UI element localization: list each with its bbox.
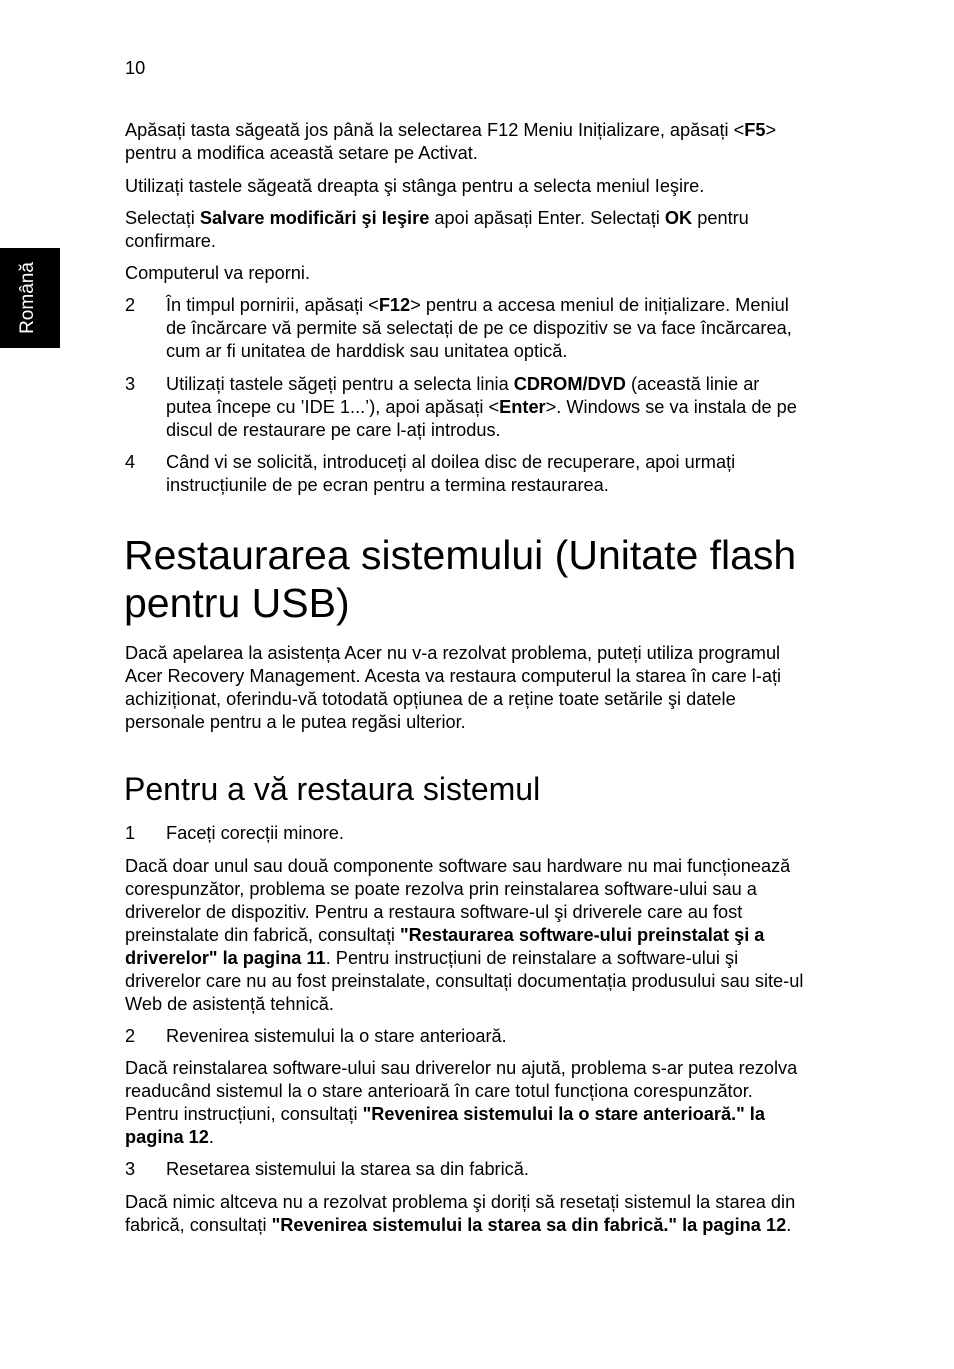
step-number: 3	[125, 374, 136, 394]
step-text	[166, 451, 735, 497]
step-number: 1	[125, 823, 136, 843]
text-segment: >	[765, 120, 777, 140]
text-line: de încărcare vă permite să selectați de pe ce dispozitiv se va face încărcarea,	[166, 318, 792, 338]
option-3-title	[125, 1158, 529, 1181]
text-line	[125, 207, 749, 230]
text-line: Dacă apelarea la asistența Acer nu v-a rezolvat problema, puteți utiliza programul	[125, 643, 781, 663]
text-segment: Selectați	[125, 208, 200, 228]
text-segment: fabrică, consultați	[125, 1215, 272, 1235]
text-line	[125, 1214, 795, 1237]
step-number: 2	[125, 295, 136, 315]
text-line: achiziționat, oferindu-vă totodată opțiunea de a reține toate setările şi datele	[125, 689, 736, 709]
step-4	[125, 451, 735, 497]
step-number: 2	[125, 1026, 136, 1046]
section-heading	[124, 531, 796, 627]
text-line: cum ar fi unitatea de harddisk sau unitatea optică.	[166, 341, 568, 361]
step-text	[166, 294, 792, 363]
ok-bold: OK	[664, 208, 693, 228]
text-segment: .	[208, 1127, 214, 1147]
text-line	[125, 924, 803, 947]
option-title: Faceți corecții minore.	[166, 823, 344, 843]
text-line: Dacă reinstalarea software-ului sau driverelor nu ajută, problema s-ar putea rezolva	[125, 1058, 798, 1078]
text-segment: Pentru instrucțiuni, consultați	[125, 1104, 363, 1124]
option-1-body	[125, 855, 803, 1016]
menu-option-bold: Salvare modificări şi Ieşire	[199, 208, 430, 228]
cross-reference: pagina 12	[125, 1127, 209, 1147]
option-title: Resetarea sistemului la starea sa din fabrică.	[166, 1159, 529, 1179]
key-name-bold: F5	[744, 120, 766, 140]
text-line	[166, 294, 792, 317]
paragraph-exit	[125, 175, 704, 198]
text-segment: putea începe cu ’IDE 1...’), apoi apăsați <	[166, 397, 500, 417]
text-segment: În timpul pornirii, apăsați <	[166, 295, 379, 315]
paragraph-restart	[125, 262, 310, 285]
text-line: corespunzător, problema se poate rezolva prin reinstalarea software-ului sau a	[125, 879, 757, 899]
text-line: Utilizați tastele săgeată dreapta şi stânga pentru a selecta meniul Ieşire.	[125, 176, 705, 196]
text-line: readucând sistemul la o stare anterioară în care totul funcționa corespunzător.	[125, 1081, 753, 1101]
page-number: 10	[125, 58, 146, 78]
paragraph-save	[125, 207, 749, 253]
step-number: 4	[125, 452, 136, 472]
text-segment: Utilizați tastele săgeți pentru a selecta linia	[166, 374, 514, 394]
text-segment: pentru	[692, 208, 749, 228]
text-segment: > pentru a accesa meniul de inițializare. Meniul	[410, 295, 789, 315]
cross-reference: "Revenirea sistemului la o stare anterioară." la	[362, 1104, 765, 1124]
text-segment: .	[786, 1215, 792, 1235]
option-1-title	[125, 822, 344, 845]
paragraph-f5	[125, 119, 776, 165]
text-line	[125, 1126, 797, 1149]
text-line	[125, 1103, 797, 1126]
sub-heading: Pentru a vă restaura sistemul	[124, 771, 541, 807]
text-line: Dacă doar unul sau două componente software sau hardware nu mai funcționează	[125, 856, 791, 876]
heading-line: pentru USB)	[124, 580, 350, 626]
text-segment: . Pentru instrucțiuni de reinstalare a software-ului şi	[325, 948, 739, 968]
text-line: Web de asistență tehnică.	[125, 994, 334, 1014]
text-segment: >. Windows se va instala de pe	[545, 397, 797, 417]
text-line	[166, 373, 797, 396]
text-line: driverelor care nu au fost preinstalate, consultați documentația produsului sau site-ul	[125, 971, 804, 991]
cross-reference: "Restaurarea software-ului preinstalat şi a	[400, 925, 765, 945]
text-segment: preinstalate din fabrică, consultați	[125, 925, 400, 945]
step-2	[125, 294, 792, 363]
text-segment: apoi apăsați Enter. Selectați	[429, 208, 665, 228]
text-line: Acer Recovery Management. Acesta va restaura computerul la starea în care l-ați	[125, 666, 782, 686]
key-name-bold: F12	[378, 295, 411, 315]
text-line: Când vi se solicită, introduceți al doilea disc de recuperare, apoi urmați	[166, 452, 736, 472]
intro-paragraph	[125, 642, 781, 734]
option-title: Revenirea sistemului la o stare anterioară.	[166, 1026, 507, 1046]
heading-line: Restaurarea sistemului (Unitate flash	[124, 532, 797, 578]
text-line: Dacă nimic altceva nu a rezolvat problema şi doriți să resetați sistemul la starea din	[125, 1192, 796, 1212]
text-segment: Apăsați tasta săgeată jos până la selectarea F12 Meniu Inițializare, apăsați <	[125, 120, 745, 140]
text-line: discul de restaurare pe care l-ați introdus.	[166, 420, 501, 440]
option-2-body	[125, 1057, 797, 1149]
step-3	[125, 373, 797, 442]
text-line: instrucțiunile de pe ecran pentru a termina restaurarea.	[166, 475, 609, 495]
text-line: Computerul va reporni.	[125, 263, 310, 283]
language-tab-label: Română	[17, 262, 38, 334]
option-3-body	[125, 1191, 795, 1237]
text-segment: (această linie ar	[625, 374, 760, 394]
text-line: personale pentru a le putea regăsi ulterior.	[125, 712, 466, 732]
text-line	[125, 119, 776, 142]
key-name-bold: Enter	[499, 397, 546, 417]
cross-reference: "Revenirea sistemului la starea sa din fabrică." la pagina 12	[271, 1215, 787, 1235]
boot-option-bold: CDROM/DVD	[513, 374, 626, 394]
option-2-title	[125, 1025, 507, 1048]
text-line: confirmare.	[125, 231, 216, 251]
text-line	[166, 396, 797, 419]
text-line	[125, 947, 803, 970]
text-line: driverelor de dispozitiv. Pentru a restaura software-ul şi driverele care au fost	[125, 902, 743, 922]
cross-reference: driverelor" la pagina 11	[125, 948, 326, 968]
step-number: 3	[125, 1159, 136, 1179]
step-text	[166, 373, 797, 442]
language-side-tab	[0, 248, 60, 348]
text-line: pentru a modifica această setare pe Activat.	[125, 143, 478, 163]
